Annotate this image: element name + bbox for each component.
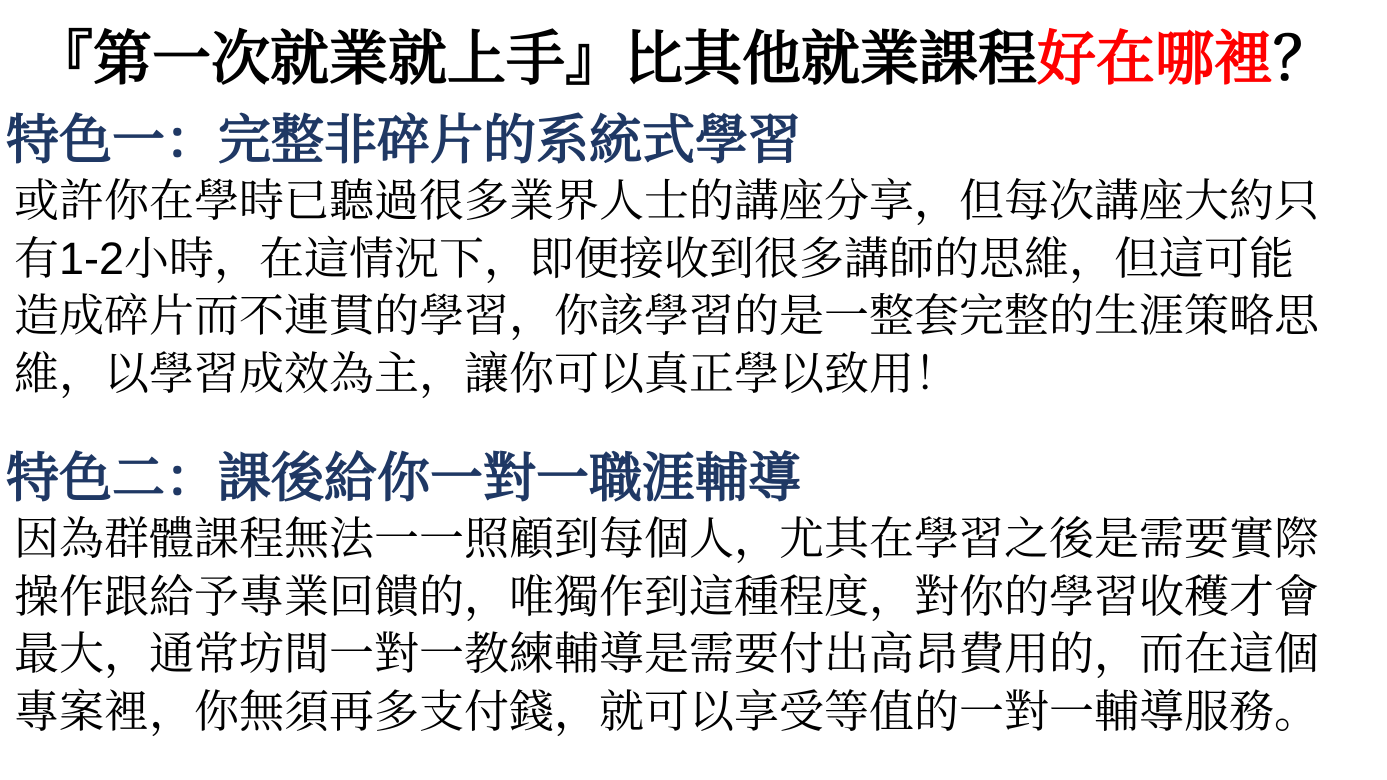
section-1-body-line-4: 維，以學習成效為主，讓你可以真正學以致用！: [14, 347, 960, 399]
section-2-body-line-4: 專案裡，你無須再多支付錢，就可以享受等值的一對一輔導服務。: [14, 685, 1320, 737]
section-2-body: [0, 510, 1387, 740]
section-1-body: [0, 172, 1387, 402]
page-title: [0, 0, 1387, 96]
section-2-body-line-1: 因為群體課程無法一一照顧到每個人，尤其在學習之後是需要實際: [14, 513, 1320, 564]
title-black-suffix: ？: [1273, 26, 1333, 92]
title-red-highlight: 好在哪裡: [1037, 26, 1274, 92]
title-black-prefix: 『第一次就業就上手』比其他就業課程: [34, 26, 1038, 92]
section-2-body-line-2: 操作跟給予專業回饋的，唯獨作到這種程度，對你的學習收穫才會: [14, 570, 1320, 622]
section-1-body-line-3: 造成碎片而不連貫的學習，你該學習的是一整套完整的生涯策略思: [14, 290, 1320, 341]
section-2-body-line-3: 最大，通常坊間一對一教練輔導是需要付出高昂費用的，而在這個: [14, 628, 1320, 679]
section-1-heading: 特色一：完整非碎片的系統式學習: [6, 111, 801, 170]
section-1-body-line-1: 或許你在學時已聽過很多業界人士的講座分享，但每次講座大約只: [14, 175, 1320, 226]
section-1-body-line-2: 有1-2小時，在這情況下，即便接收到很多講師的思維，但這可能: [14, 232, 1295, 284]
section-2-heading: 特色二：課後給你一對一職涯輔導: [6, 449, 801, 508]
